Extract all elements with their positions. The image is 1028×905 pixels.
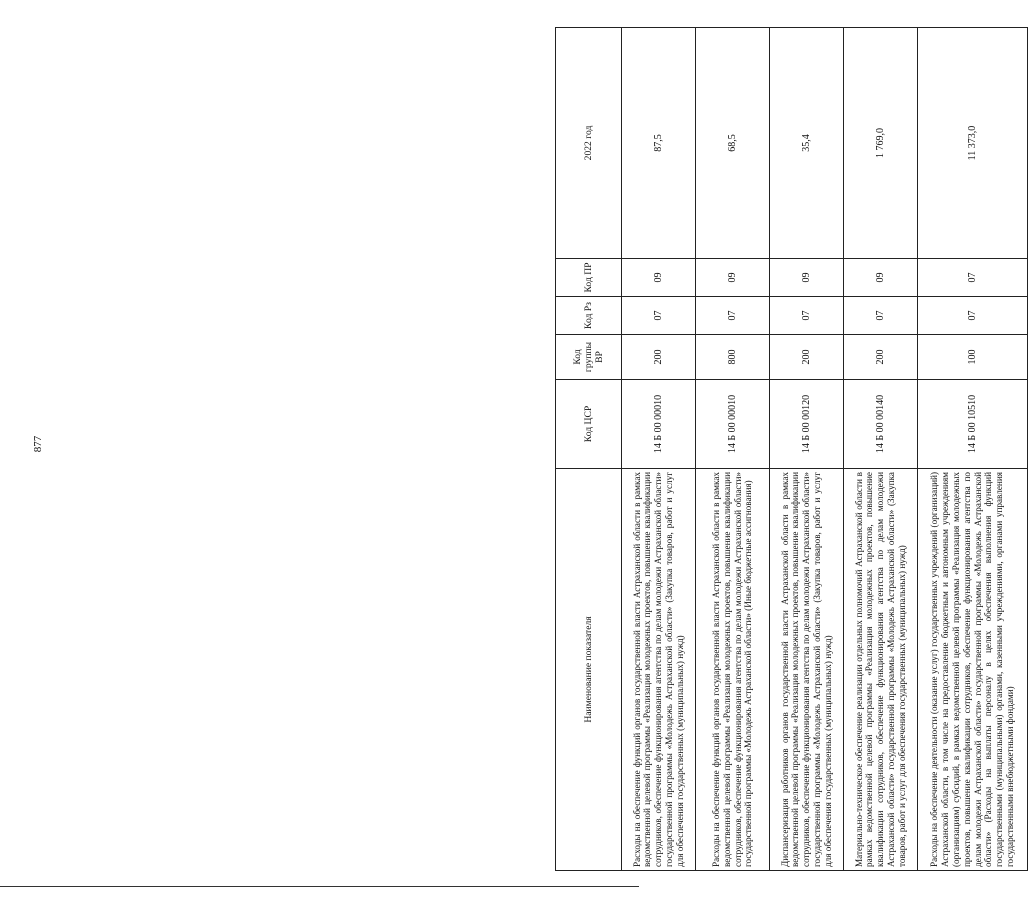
header-rz: Код Рз — [556, 297, 622, 335]
row-pr: 09 — [622, 259, 696, 297]
row-name: Диспансеризация работников органов государственной власти Астраханской области в рамках ведомственной целевой программы «Реализация молодежных проектов, повышение квалификации сотрудников, обеспечение функционирования агентства по делам молодежи Астраханской области» государственной программы «Молодежь Астраханской области» (Закупка товаров, работ и услуг для обеспечения государственных (муниципальных) нужд) — [770, 469, 844, 871]
row-csr: 14 Б 00 00010 — [622, 380, 696, 469]
header-vr: Код группы ВР — [556, 335, 622, 380]
row-rz: 07 — [696, 297, 770, 335]
row-csr: 14 Б 00 00120 — [770, 380, 844, 469]
row-vr: 800 — [696, 335, 770, 380]
row-vr: 200 — [770, 335, 844, 380]
row-csr: 14 Б 00 10510 — [918, 380, 1028, 469]
row-name: Расходы на обеспечение функций органов государственной власти Астраханской области в рамках ведомственной целевой программы «Реализация молодежных проектов, повышение квалификации сотрудников, обеспечение функционирования агентства по делам молодежи Астраханской области» государственной программы «Молодежь Астраханской области» (Иные бюджетные ассигнования) — [696, 469, 770, 871]
row-name: Расходы на обеспечение функций органов государственной власти Астраханской области в рамках ведомственной целевой программы «Реализация молодежных проектов, повышение квалификации сотрудников, обеспечение функционирования агентства по делам молодежи Астраханской области» государственной программы «Молодежь Астраханской области» (Закупка товаров, работ и услуг для обеспечения государственных (муниципальных) нужд) — [622, 469, 696, 871]
table-row — [918, 28, 1028, 871]
row-vr: 200 — [844, 335, 918, 380]
budget-table — [555, 27, 1028, 871]
row-value: 68,5 — [696, 28, 770, 259]
row-value: 87,5 — [622, 28, 696, 259]
table-row — [770, 28, 844, 871]
row-name: Материально-техническое обеспечение реализации отдельных полномочий Астраханской области в рамках ведомственной целевой программы «Реализация молодежных проектов, повышение квалификации сотрудников, обеспечение функционирования агентства по делам молодежи Астраханской области» государственной программы «Молодежь Астраханской области» (Закупка товаров, работ и услуг для обеспечения государственных (муниципальных) нужд) — [844, 469, 918, 871]
row-rz: 07 — [844, 297, 918, 335]
table-row — [622, 28, 696, 871]
row-pr: 09 — [844, 259, 918, 297]
row-value: 11 373,0 — [918, 28, 1028, 259]
row-pr: 09 — [696, 259, 770, 297]
header-year: 2022 год — [556, 28, 622, 259]
row-rz: 07 — [770, 297, 844, 335]
table-row — [696, 28, 770, 871]
row-vr: 200 — [622, 335, 696, 380]
row-pr: 09 — [770, 259, 844, 297]
row-name: Расходы на обеспечение деятельности (оказание услуг) государственных учреждений (организаций) Астраханской области, в том числе на предоставление бюджетным и автономным учреждениям (организациям) субсидий, в рамках ведомственной целевой программы «Реализация молодежных проектов, повышение квалификации сотрудников, обеспечение функционирования агентства по делам молодежи Астраханской области» государственной программы «Молодежь Астраханской области» (Расходы на выплаты персоналу в целях обеспечения выполнения функций государственными (муниципальными) органами, казенными учреждениями, органами управления государственными внебюджетными фондами) — [918, 469, 1028, 871]
row-value: 1 769,0 — [844, 28, 918, 259]
table-row — [844, 28, 918, 871]
header-pr: Код ПР — [556, 259, 622, 297]
table-header-row — [556, 28, 622, 871]
bottom-divider — [0, 886, 639, 887]
row-csr: 14 Б 00 00010 — [696, 380, 770, 469]
row-csr: 14 Б 00 00140 — [844, 380, 918, 469]
row-vr: 100 — [918, 335, 1028, 380]
budget-table-container — [555, 28, 1015, 871]
header-csr: Код ЦСР — [556, 380, 622, 469]
row-pr: 07 — [918, 259, 1028, 297]
row-rz: 07 — [622, 297, 696, 335]
header-name: Наименование показателя — [556, 469, 622, 871]
row-rz: 07 — [918, 297, 1028, 335]
row-value: 35,4 — [770, 28, 844, 259]
page-number: 877 — [32, 435, 44, 453]
